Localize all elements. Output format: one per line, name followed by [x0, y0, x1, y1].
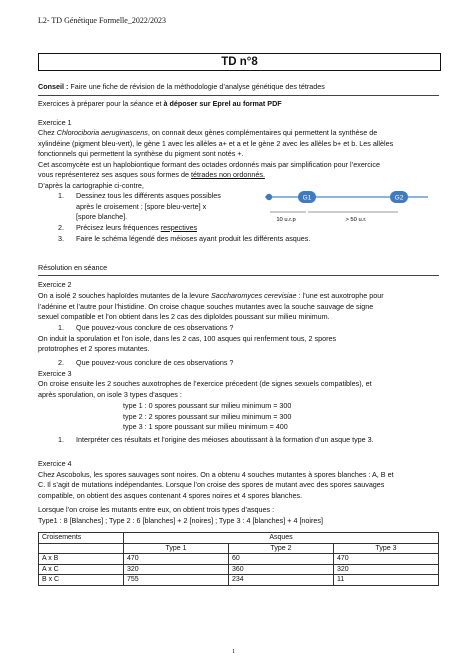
ex3-type: type 1 : 0 spores poussant sur milieu minimum = 300	[123, 401, 292, 410]
ex3-type: type 2 : 2 spores poussant sur milieu minimum = 300	[123, 411, 292, 421]
ex2-line: l’adénine et l’autre pour l’histidine. On croise chaque souches mutantes avec la souche sauvage de signe	[38, 301, 374, 311]
ex1-line	[38, 128, 377, 138]
ex1-line	[38, 170, 265, 180]
ex1-title: Exercice 1	[38, 118, 72, 127]
page-number: 1	[232, 648, 236, 655]
ex1-line: xylindéine (pigment bleu-vert), le gène 1 avec les allèles a+ et a et le gène 2 avec les allèles b+ et b. Les allèles	[38, 138, 394, 148]
ex1-item1: après le croisement : [spore bleu-verte] x	[76, 201, 207, 211]
table-row	[39, 564, 439, 575]
ex1-item3: Faire le schéma légendé des méioses ayant produit les différents asques.	[76, 234, 311, 243]
ex2-title: Exercice 2	[38, 280, 72, 289]
item-number: 2.	[58, 222, 64, 232]
distance-label-1: 10 u.r.p	[276, 217, 296, 223]
table-header: Asques	[124, 533, 439, 544]
conseil-text: Faire une fiche de révision de la méthodologie d’analyse génétique des tétrades	[68, 82, 325, 91]
ex4-line: C. Il s’agit de mutations indépendantes. Lorsque l’on croise des spores de mutant avec des spores sauvages	[38, 480, 385, 489]
ex2-line	[38, 291, 384, 301]
conseil-line	[38, 82, 325, 92]
ex1-underlined: respectives	[160, 222, 198, 232]
ex2-question: Que pouvez-vous conclure de ces observations ?	[76, 358, 234, 367]
gene-g1-label: G1	[302, 194, 312, 202]
table-header-row	[39, 533, 439, 544]
table-cell: B x C	[39, 575, 124, 586]
ex1-item1: [spore blanche].	[76, 212, 128, 221]
ex4-line: Chez Ascobolus, les spores sauvages sont noires. On a obtenu 4 souches mutantes à spores blanches : A, B et	[38, 469, 394, 479]
results-table	[38, 532, 439, 586]
ex2-question: Que pouvez-vous conclure de ces observations ?	[76, 323, 234, 332]
document-header: L2- TD Génétique Formelle_2022/2023	[38, 16, 167, 25]
table-subheader-row	[39, 543, 439, 554]
ex4-line: Lorsque l’on croise les mutants entre eux, on obtient trois types d’asques :	[38, 505, 275, 514]
ex1-text: Chez	[38, 128, 57, 137]
table-cell: A x C	[39, 564, 124, 575]
table-row	[39, 575, 439, 586]
ex2-line: On induit la sporulation et l’on isole, dans les 2 cas, 100 asques qui renferment tous, 2 spores	[38, 333, 337, 343]
centromere	[266, 194, 272, 200]
table-cell: 470	[124, 554, 229, 565]
table-header: Croisements	[39, 533, 124, 544]
item-number: 1.	[58, 323, 64, 332]
table-cell: A x B	[39, 554, 124, 565]
ex3-title: Exercice 3	[38, 368, 72, 378]
ex2-line: prototrophes et 2 spores mutantes.	[38, 344, 150, 353]
ex1-line: D’après la cartographie ci-contre,	[38, 180, 144, 190]
ex2-line: sexuel compatible et l’on obtient dans les 2 cas des diploïdes poussant sur milieu minimum.	[38, 312, 330, 321]
page-title: TD n°8	[38, 53, 441, 71]
conseil-label: Conseil :	[38, 82, 69, 91]
species-name: Saccharomyces cerevisiae	[211, 291, 297, 300]
species-name: Chlorociboria aeruginascens	[56, 128, 148, 137]
table-cell: 320	[334, 564, 439, 575]
table-header: Type 3	[334, 543, 439, 554]
table-cell: 755	[124, 575, 229, 586]
gene-g2-label: G2	[394, 194, 404, 202]
distance-label-2: > 50 u.r.	[345, 217, 367, 223]
ex1-item2	[76, 223, 197, 233]
prep-text: Exercices à préparer pour la séance et	[38, 99, 164, 108]
ex1-text: , on connait deux gènes complémentaires qui permettent la synthèse de	[147, 128, 378, 137]
ex4-title: Exercice 4	[38, 459, 72, 468]
table-cell: 470	[334, 554, 439, 565]
genetic-map	[262, 186, 432, 226]
ex1-text: vous représenterez ses asques sous formes de	[38, 170, 192, 179]
ex1-line: Cet ascomycète est un haplobiontique formant des octades ordonnés mais par simplification pour l’exercice	[38, 159, 380, 169]
ex1-line: fonctionnels qui permettent la synthèse du pigment sont notés +.	[38, 149, 244, 158]
ex3-question: Interpréter ces résultats et l’origine des méioses aboutissant à la formation d’un asque type 3.	[76, 435, 374, 444]
table-cell	[39, 543, 124, 554]
ex4-line: compatible, on obtient des asques contenant 4 spores noires et 4 spores blanches.	[38, 490, 303, 500]
prep-bold: à déposer sur Eprel au format PDF	[163, 99, 282, 108]
resolution-heading: Résolution en séance	[38, 263, 108, 272]
divider	[38, 275, 439, 276]
ex1-text: Précisez leurs fréquences	[76, 222, 161, 232]
item-number: 2.	[58, 358, 64, 367]
table-cell: 360	[229, 564, 334, 575]
table-cell: 11	[334, 575, 439, 586]
prep-line	[38, 99, 282, 109]
item-number: 1.	[58, 435, 64, 444]
ex3-line: après sporulation, on isole 3 types d’asques :	[38, 389, 182, 399]
ex2-text: On a isolé 2 souches haploïdes mutantes de la levure	[38, 291, 212, 300]
ex1-underlined: tétrades non ordonnés.	[191, 170, 265, 179]
ex3-type: type 3 : 1 spore poussant sur milieu minimum = 400	[123, 422, 288, 431]
table-cell: 60	[229, 554, 334, 565]
table-header: Type 2	[229, 543, 334, 554]
ex1-item1: Dessinez tous les différents asques possibles	[76, 191, 221, 200]
table-row	[39, 554, 439, 565]
divider	[38, 95, 439, 96]
ex2-text: : l’une est auxotrophe pour	[296, 291, 384, 300]
ex4-line: Type1 : 8 [Blanches] ; Type 2 : 6 [blanches] + 2 [noires] ; Type 3 : 4 [blanches] + 4 [noires]	[38, 516, 324, 525]
table-cell: 234	[229, 575, 334, 586]
ex3-line: On croise ensuite les 2 souches auxotrophes de l’exercice précedent (de signes sexuels compatibles), et	[38, 379, 372, 388]
table-cell: 320	[124, 564, 229, 575]
table-header: Type 1	[124, 543, 229, 554]
item-number: 1.	[58, 191, 64, 200]
item-number: 3.	[58, 234, 64, 243]
